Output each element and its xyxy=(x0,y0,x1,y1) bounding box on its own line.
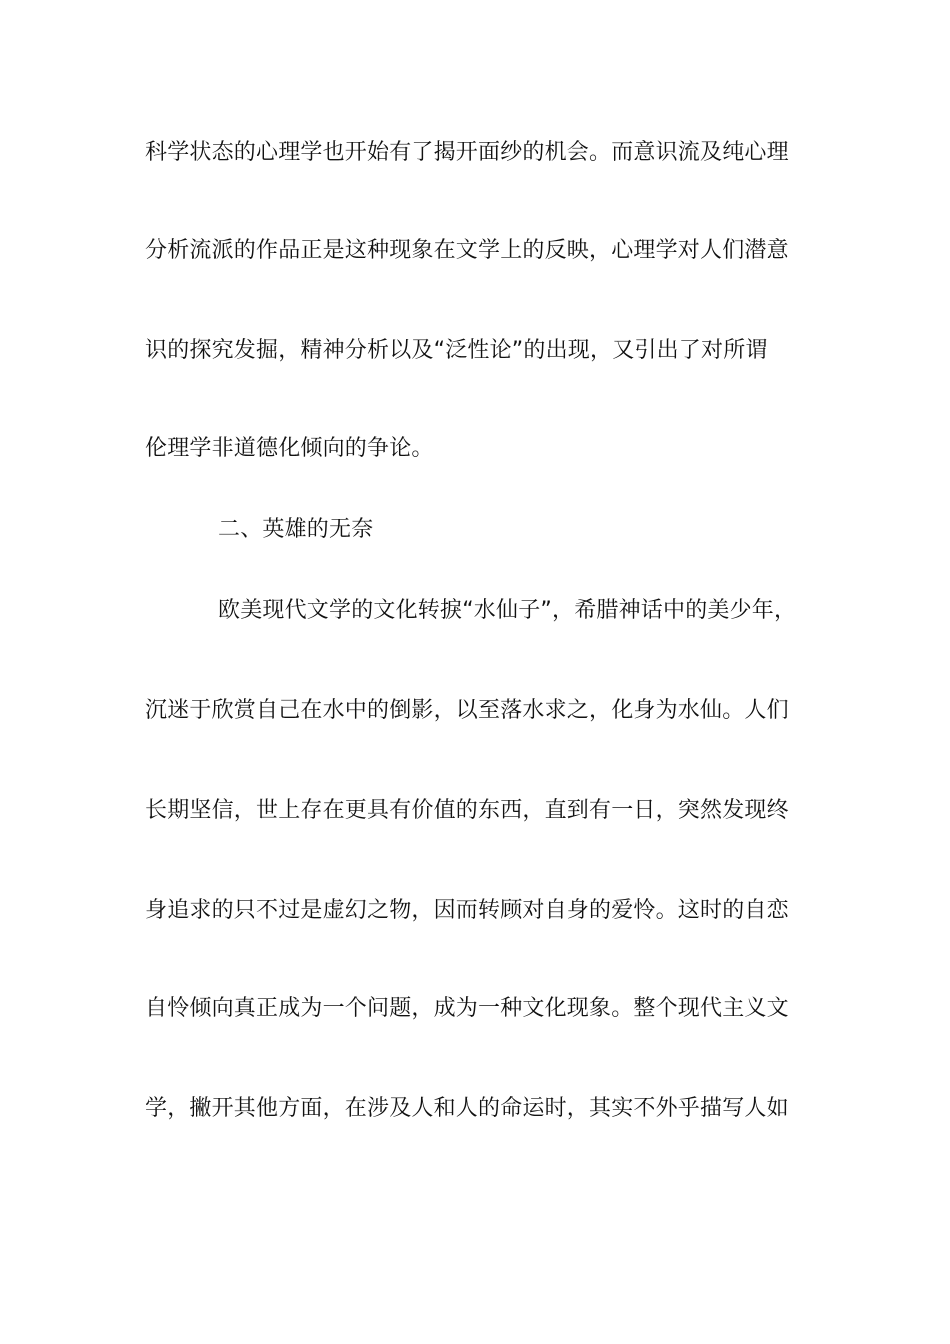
paragraph-line: 伦理学非道德化倾向的争论。 xyxy=(145,436,434,461)
paragraph-line: 长期坚信，世上存在更具有价值的东西，直到有一日，突然发现终 xyxy=(145,798,789,823)
paragraph-line: 科学状态的心理学也开始有了揭开面纱的机会。而意识流及纯心理 xyxy=(145,140,789,165)
paragraph-line: 沉迷于欣赏自己在水中的倒影，以至落水求之，化身为水仙。人们 xyxy=(145,698,789,723)
paragraph-line: 自怜倾向真正成为一个问题，成为一种文化现象。整个现代主义文 xyxy=(145,996,789,1021)
paragraph-line: 学，撇开其他方面，在涉及人和人的命运时，其实不外乎描写人如 xyxy=(145,1096,789,1121)
paragraph-line: 分析流派的作品正是这种现象在文学上的反映，心理学对人们潜意 xyxy=(145,238,789,263)
section-heading: 二、英雄的无奈 xyxy=(218,517,374,542)
paragraph-line: 身追求的只不过是虚幻之物，因而转顾对自身的爱怜。这时的自恋 xyxy=(145,898,789,923)
paragraph-line: 识的探究发掘，精神分析以及“泛性论”的出现，又引出了对所谓 xyxy=(145,338,768,363)
paragraph-line: 欧美现代文学的文化转捩“水仙子”，希腊神话中的美少年， xyxy=(218,598,797,623)
